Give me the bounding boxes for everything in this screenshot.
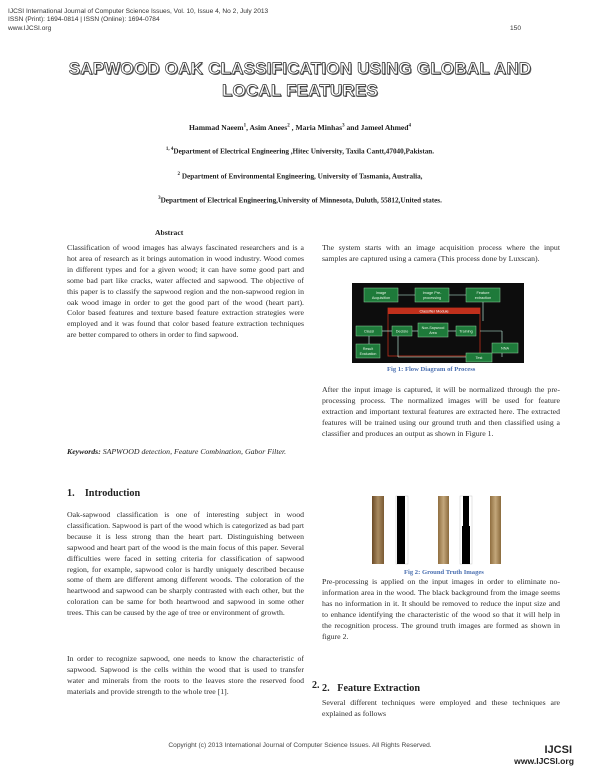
keywords-label: Keywords: xyxy=(67,447,101,456)
node-label: Classifier Module xyxy=(419,309,449,314)
sapwood-region-2 xyxy=(463,496,469,526)
node-label: Area xyxy=(429,331,437,335)
journal-header-issn: ISSN (Print): 1694-0814 | ISSN (Online): 1694-0784 xyxy=(8,16,160,23)
right-paragraph-3: Pre-processing is applied on the input images in order to eliminate no-information area in the wood. The black background from the image seems has no information in it. It should be removed to reduce the input size and to enhance identifying the characteristic of the wood so that it will help in the recognition process. The ground truth images are formed as shown in figure 2. xyxy=(322,577,560,641)
abstract-heading: Abstract xyxy=(155,228,184,237)
wood-sample-3 xyxy=(490,496,501,564)
section-title: Feature Extraction xyxy=(337,683,420,694)
section-number: 1. xyxy=(67,488,75,499)
right-paragraph-2: After the input image is captured, it will be normalized through the pre-processing process. The normalized images will be used for feature extraction and important textural features are extracted here. The extracted features will be trained using our ground truth and then classified using a classifier and produces an output as shown in Figure 1. xyxy=(322,385,560,438)
author-name: and Jameel Ahmed xyxy=(344,123,409,132)
intro-paragraph-1: Oak-sapwood classification is one of interesting subject in wood classification. Sapwood is part of the wood which is categorized as bad part because it is less strong than the heart part. Distinguishing between sapwood and heart part of the wood is the main focus of this paper. Several difficulties were faced in setting criteria for classification of sapwood region, for example, sapwood color is hardly uniquely described because some of them are different among different woods. The coloration of the heartwood and sapwood can be sharply contrasted with each other, but the coloration can be same for both heartwood and sapwood in some other trees. This can be caused by the age of tree or environment of growth. xyxy=(67,510,304,618)
stray-section-number: 2. xyxy=(312,680,320,691)
author-name: , Asim Anees xyxy=(246,123,288,132)
section-1-heading xyxy=(67,488,140,499)
author-name: Hammad Naeem xyxy=(189,123,244,132)
affiliation-sup: 2 xyxy=(177,172,181,177)
author-list xyxy=(0,123,600,132)
author-sup: 1 xyxy=(243,123,247,129)
node-label: processing xyxy=(422,296,442,300)
affiliation-text: Department of Environmental Engineering, University of Tasmania, Australia, xyxy=(180,172,423,181)
node-label: Image xyxy=(375,291,387,295)
keywords-text: SAPWOOD detection, Feature Combination, Gabor Filter. xyxy=(100,447,287,456)
paper-title-line-1: SAPWOOD OAK CLASSIFICATION USING GLOBAL AND xyxy=(68,59,532,78)
keywords xyxy=(67,447,304,458)
figure-1-caption: Fig 1: Flow Diagram of Process xyxy=(387,366,476,373)
abstract-text: Classification of wood images has always fascinated researchers and is a hot area of research as it brings automation in wood industry. Wood comes in different types and for a given wood; it can have some good part and some bad part like cracks, water affected and sapwood. The objective of this paper is to classify the sapwood region and the non-sapwood region in oak wood image in order to get the good part of the wood (heart part). Color based features and texture based feature extraction strategies were employed and it was found that color based feature extraction techniques are better compared to others in order to find sapwood. xyxy=(67,243,304,340)
section-2-heading xyxy=(322,683,420,694)
node-label: NNA xyxy=(500,346,510,351)
paper-title-line-2: LOCAL FEATURES xyxy=(221,81,379,100)
node-label: Decisio xyxy=(395,329,409,334)
node-label: Test xyxy=(475,356,483,360)
affiliation-sup: 1, 4 xyxy=(165,147,174,152)
author-sup: 2 xyxy=(287,123,290,129)
sapwood-region-3 xyxy=(462,526,470,564)
affiliation-sup: 3 xyxy=(158,196,161,201)
author-sup: 4 xyxy=(408,123,411,129)
section-title: Introduction xyxy=(84,488,141,499)
node-label: Result xyxy=(362,347,374,351)
affiliation-2 xyxy=(0,172,600,180)
node-label: Classi xyxy=(363,329,375,334)
affiliation-3 xyxy=(0,196,600,204)
author-sup: 3 xyxy=(342,123,345,129)
right-paragraph-1: The system starts with an image acquisition process where the input samples are captured using a camera (This process done by Luxscan). xyxy=(322,243,560,263)
node-label: Feature xyxy=(476,291,490,295)
node-label: Non-Sapwood xyxy=(421,326,445,330)
node-label: extraction xyxy=(474,296,492,300)
wood-sample-2 xyxy=(438,496,449,564)
wood-sample-1 xyxy=(372,496,384,564)
copyright-footer: Copyright (c) 2013 International Journal of Computer Science Issues. All Rights Reserved. xyxy=(168,742,432,749)
node-label: Training xyxy=(459,329,473,334)
ijcsi-logo[interactable] xyxy=(516,744,576,768)
node-label: Evaluation xyxy=(359,352,377,356)
node-label: Acquisition xyxy=(371,296,391,300)
intro-paragraph-2: In order to recognize sapwood, one needs to know the characteristic of sapwood. Sapwood is the cells within the wood that is used to transfer water and minerals from the roots to the leaves store the reserved food materials and provide strength to the whole tree [1]. xyxy=(67,654,304,696)
journal-header-line-1: IJCSI International Journal of Computer Science Issues, Vol. 10, Issue 4, No 2, July 2013 xyxy=(8,8,269,15)
page-number: 150 xyxy=(510,25,522,32)
affiliation-1 xyxy=(0,147,600,155)
sapwood-region-1 xyxy=(397,496,405,564)
right-paragraph-4: Several different techniques were employed and these techniques are explained as follows xyxy=(322,698,560,718)
logo-title: IJCSI xyxy=(544,744,572,756)
logo-url: www.IJCSI.org xyxy=(514,756,574,766)
journal-header-url[interactable]: www.IJCSI.org xyxy=(8,25,52,32)
author-name: , Maria Minhas xyxy=(289,123,343,132)
flow-diagram-figure xyxy=(352,283,524,363)
figure-2-caption: Fig 2: Ground Truth Images xyxy=(404,569,484,576)
affiliation-text: Department of Electrical Engineering ,Hitec University, Taxila Cantt,47040,Pakistan. xyxy=(173,147,435,156)
node-label: Image Pre- xyxy=(422,291,442,295)
affiliation-text: Department of Electrical Engineering,University of Minnesota, Duluth, 55812,United states. xyxy=(160,196,442,205)
section-number: 2. xyxy=(322,683,330,694)
ground-truth-figure xyxy=(368,494,508,566)
